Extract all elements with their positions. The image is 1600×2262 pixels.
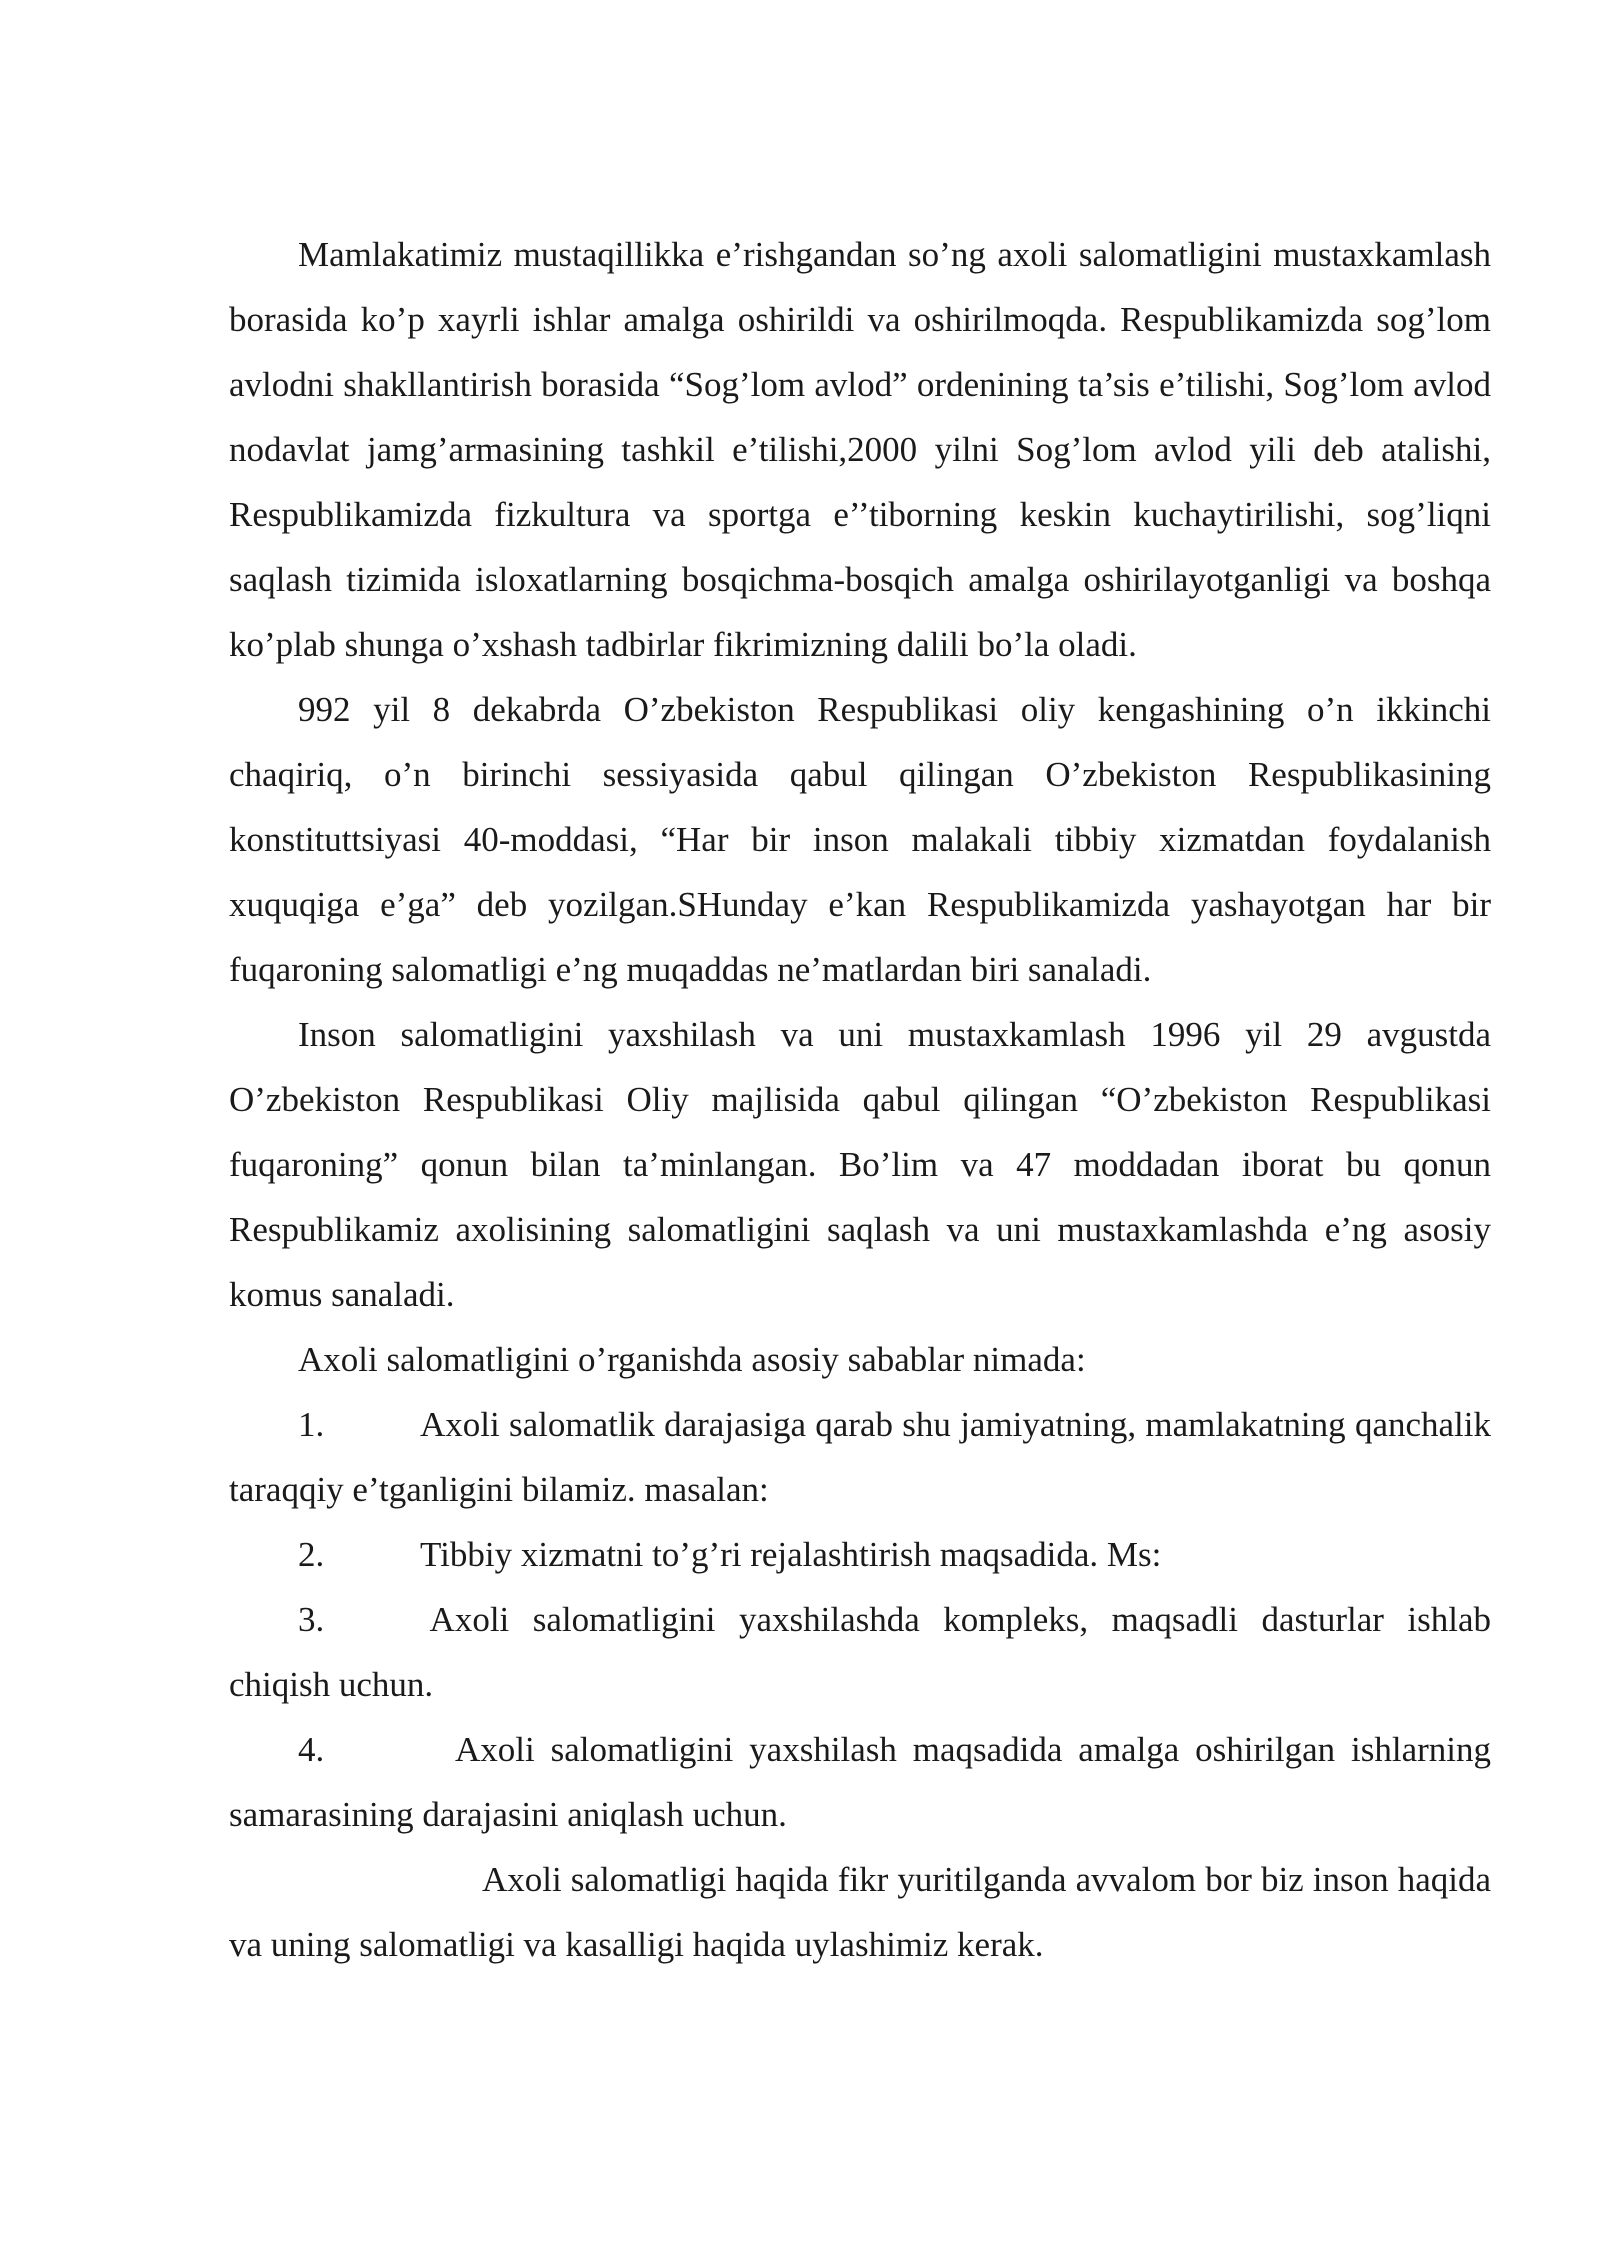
- list-number: 3.: [298, 1600, 325, 1639]
- paragraph-reasons-heading: Axoli salomatligini o’rganishda asosiy sabablar nimada:: [298, 1340, 1086, 1379]
- paragraph-law: Inson salomatligini yaxshilash va uni mustaxkamlash 1996 yil 29 avgustda O’zbekiston Respublikasi Oliy majlisida qabul qilingan “O’zbekiston Respublikasi fuqaroning” qonun bilan ta’minlangan. Bo’lim va 47 moddadan iborat bu qonun Respublikamiz axolisining salomatligini saqlash va uni mustaxkamlashda e’ng asosiy komus sanaladi.: [229, 1015, 1491, 1314]
- list-number: 1.: [298, 1405, 325, 1444]
- list-text: Axoli salomatligini yaxshilash maqsadida amalga oshirilgan ishlarning samarasining darajasini aniqlash uchun.: [229, 1730, 1491, 1834]
- document-page: [229, 222, 1491, 1977]
- list-item: [229, 1392, 1491, 1522]
- paragraph-constitution: 992 yil 8 dekabrda O’zbekiston Respublikasi oliy kengashining o’n ikkinchi chaqiriq, o’n birinchi sessiyasida qabul qilingan O’zbekiston Respublikasining konstituttsiyasi 40-moddasi, “Har bir inson malakali tibbiy xizmatdan foydalanish xuquqiga e’ga” deb yozilgan.SHunday e’kan Respublikamizda yashayotgan har bir fuqaroning salomatligi e’ng muqaddas ne’matlardan biri sanaladi.: [229, 690, 1491, 989]
- paragraph-intro: Mamlakatimiz mustaqillikka e’rishgandan so’ng axoli salomatligini mustaxkamlash borasida ko’p xayrli ishlar amalga oshirildi va oshirilmoqda. Respublikamizda sog’lom avlodni shakllantirish borasida “Sog’lom avlod” ordenining ta’sis e’tilishi, Sog’lom avlod nodavlat jamg’armasining tashkil e’tilishi,2000 yilni Sog’lom avlod yili deb atalishi, Respublikamizda fizkultura va sportga e’’tiborning keskin kuchaytirilishi, sog’liqni saqlash tizimida isloxatlarning bosqichma-bosqich amalga oshirilayotganligi va boshqa ko’plab shunga o’xshash tadbirlar fikrimizning dalili bo’la oladi.: [229, 235, 1491, 664]
- list-text: Tibbiy xizmatni to’g’ri rejalashtirish maqsadida. Ms:: [420, 1535, 1162, 1574]
- paragraph-closing: Axoli salomatligi haqida fikr yuritilganda avvalom bor biz inson haqida va uning salomatligi va kasalligi haqida uylashimiz kerak.: [229, 1860, 1491, 1964]
- list-number: 4.: [298, 1730, 325, 1769]
- list-item: [229, 1587, 1491, 1717]
- list-item: [229, 1522, 1491, 1587]
- list-item: [229, 1717, 1491, 1847]
- list-text: Axoli salomatlik darajasiga qarab shu jamiyatning, mamlakatning qanchalik taraqqiy e’tganligini bilamiz. masalan:: [229, 1405, 1491, 1509]
- list-number: 2.: [298, 1535, 325, 1574]
- list-text: Axoli salomatligini yaxshilashda kompleks, maqsadli dasturlar ishlab chiqish uchun.: [229, 1600, 1491, 1704]
